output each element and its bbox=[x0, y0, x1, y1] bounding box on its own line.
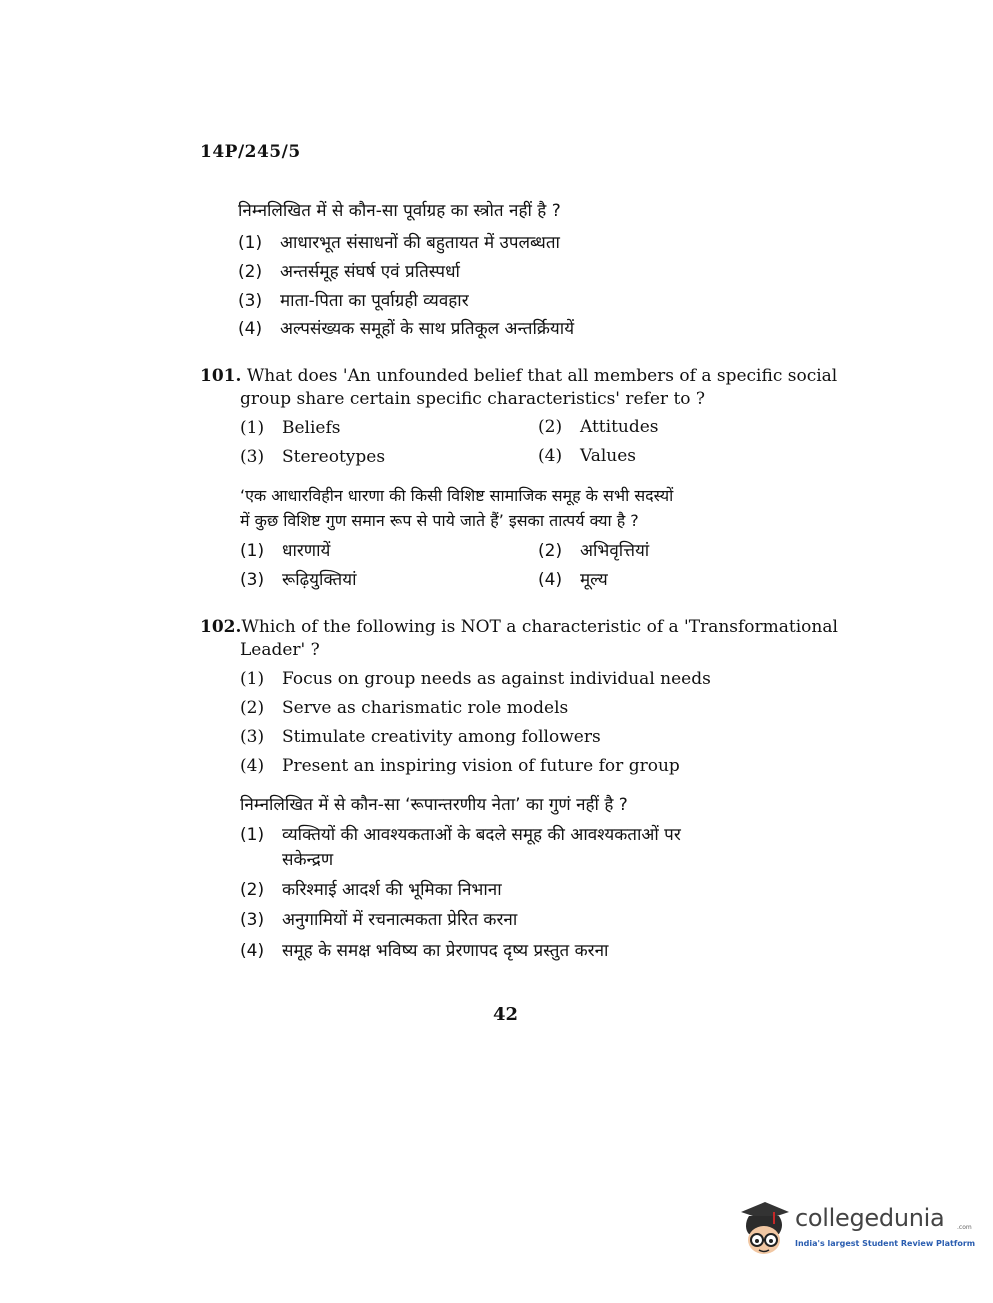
q102-hindi-option-1-cont: सकेन्द्रण bbox=[282, 850, 334, 870]
q102-option-1: (1) Focus on group needs as against individual needs bbox=[240, 669, 711, 689]
logo-domain-suffix: .com bbox=[957, 1224, 972, 1231]
mascot-icon bbox=[735, 1198, 793, 1260]
collegedunia-logo bbox=[735, 1198, 976, 1264]
q102-hindi-option-2: (2) करिश्माई आदर्श की भूमिका निभाना bbox=[240, 880, 502, 900]
q101-hindi-option-4: (4) मूल्य bbox=[538, 570, 608, 590]
q101-option-1: (1) Beliefs bbox=[240, 418, 341, 438]
q101-question-line-2: group share certain specific characteristics' refer to ? bbox=[240, 389, 706, 409]
q102-option-2: (2) Serve as charismatic role models bbox=[240, 698, 569, 718]
q102-option-4: (4) Present an inspiring vision of future for group bbox=[240, 756, 680, 776]
q100-hindi-option-4: (4) अल्पसंख्यक समूहों के साथ प्रतिकूल अन्तर्क्रियायें bbox=[238, 319, 575, 339]
q101-hindi-line-2: में कुछ विशिष्ट गुण समान रूप से पाये जाते हैं’ इसका तात्पर्य क्या है ? bbox=[240, 511, 639, 530]
q100-hindi-question: निम्नलिखित में से कौन-सा पूर्वाग्रह का स्त्रोत नहीं है ? bbox=[238, 201, 561, 221]
q101-option-4: (4) Values bbox=[538, 446, 637, 466]
q101-option-2: (2) Attitudes bbox=[538, 417, 659, 437]
q102-hindi-option-1: (1) व्यक्तियों की आवश्यकताओं के बदले समूह की आवश्यकताओं पर bbox=[240, 825, 681, 845]
q101-hindi-option-2: (2) अभिवृत्तियां bbox=[538, 541, 650, 561]
logo-wordmark: collegedunia bbox=[795, 1204, 945, 1232]
paper-code: 14P/245/5 bbox=[200, 142, 301, 162]
q101-hindi-option-1: (1) धारणायें bbox=[240, 541, 331, 561]
q102-question-line-2: Leader' ? bbox=[240, 640, 320, 660]
q101-option-3: (3) Stereotypes bbox=[240, 447, 386, 467]
q101-hindi-option-3: (3) रूढ़ियुक्तियां bbox=[240, 570, 357, 590]
q100-hindi-option-3: (3) माता-पिता का पूर्वाग्रही व्यवहार bbox=[238, 291, 469, 311]
q102-hindi-question: निम्नलिखित में से कौन-सा ‘रूपान्तरणीय नेता’ का गुणं नहीं है ? bbox=[240, 795, 628, 815]
q102-hindi-option-3: (3) अनुगामियों में रचनात्मकता प्रेरित करना bbox=[240, 910, 518, 930]
logo-tagline: India's largest Student Review Platform bbox=[795, 1239, 976, 1248]
q101-question-line-1: 101. What does 'An unfounded belief that all members of a specific social bbox=[200, 366, 838, 386]
q102-question-line-1: 102.Which of the following is NOT a characteristic of a 'Transformational bbox=[200, 617, 838, 637]
q100-hindi-option-2: (2) अन्तर्समूह संघर्ष एवं प्रतिस्पर्धा bbox=[238, 262, 460, 282]
page-number: 42 bbox=[493, 1004, 519, 1025]
q101-hindi-line-1: ‘एक आधारविहीन धारणा की किसी विशिष्ट सामाजिक समूह के सभी सदस्यों bbox=[240, 486, 674, 505]
q100-hindi-option-1: (1) आधारभूत संसाधनों की बहुतायत में उपलब्धता bbox=[238, 233, 560, 253]
q102-hindi-option-4: (4) समूह के समक्ष भविष्य का प्रेरणापद दृष्य प्रस्तुत करना bbox=[240, 941, 609, 961]
q102-option-3: (3) Stimulate creativity among followers bbox=[240, 727, 601, 747]
